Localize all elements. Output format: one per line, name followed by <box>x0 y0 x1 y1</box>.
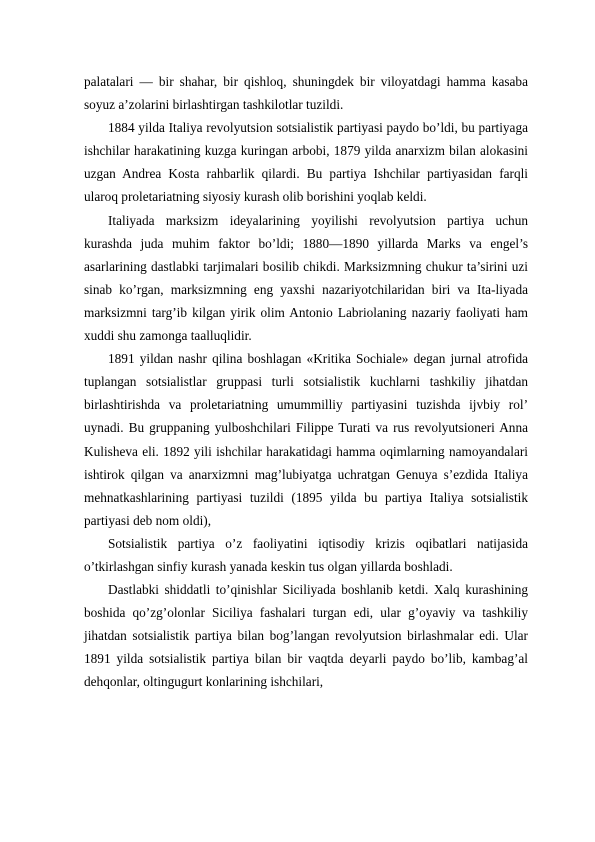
paragraph-1: palatalari — bir shahar, bir qishloq, shuningdek bir viloyatdagi hamma kasaba soyuz a’zolarini birlashtirgan tashkilotlar tuzildi. <box>84 74 528 113</box>
paragraph-3: Italiyada marksizm ideyalarining yoyilishi revolyutsion partiya uchun kurashda juda muhim faktor bo’ldi; 1880—1890 yillarda Marks va engel’s asarlarining dastlabki tarjimalari bosilib chikdi. Marksizmning chukur ta’sirini uzi sinab ko’rgan, marksizmning eng yaxshi nazariyotchilaridan biri va Ita-liyada marksizmni targ’ib kilgan yirik olim Antonio Labriolaning nazariy faoliyati ham xuddi shu zamonga taalluqlidir. <box>84 212 528 344</box>
paragraph-2: 1884 yilda Italiya revolyutsion sotsialistik partiyasi paydo bo’ldi, bu partiyaga ishchilar harakatining kuzga kuringan arbobi, 1879 yilda anarxizm bilan alokasini uzgan Andrea Kosta rahbarlik qilardi. Bu partiya Ishchilar partiyasidan farqli ularoq proletariatning siyosiy kurash olib borishini yoqlab keldi. <box>84 120 528 205</box>
paragraph-6: Dastlabki shiddatli to’qinishlar Siciliyada boshlanib ketdi. Xalq kurashining boshida qo’zg’olonlar Siciliya fashalari turgan edi, ular g’oyaviy va tashkiliy jihatdan sotsialistik partiya bilan bog’langan revolyutsion birlashmalar edi. Ular 1891 yilda sotsialistik partiya bilan bir vaqtda deyarli paydo bo’lib, kambag’al dehqonlar, oltingugurt konlarining ishchilari, <box>84 582 528 690</box>
paragraph-5: Sotsialistik partiya o’z faoliyatini iqtisodiy krizis oqibatlari natijasida o’tkirlashgan sinfiy kurash yanada keskin tus olgan yillarda boshladi. <box>84 535 528 574</box>
document-page <box>84 70 528 694</box>
paragraph-4: 1891 yildan nashr qilina boshlagan «Kritika Sochiale» degan jurnal atrofida tuplangan sotsialistlar gruppasi turli sotsialistik kuchlarni tashkiliy jihatdan birlashtirishda va proletariatning umummilliy partiyasini tuzishda ijvbiy rol’ uynadi. Bu gruppaning yulboshchilari Filippe Turati va rus revolyutsioneri Anna Kulisheva eli. 1892 yili ishchilar harakatidagi hamma oqimlarning namoyandalari ishtirok qilgan va anarxizmni mag’lubiyatga uchratgan Genuya s’ezdida Italiya mehnatkashlarining partiyasi tuzildi (1895 yilda bu partiya Italiya sotsialistik partiyasi deb nom oldi), <box>84 351 528 528</box>
